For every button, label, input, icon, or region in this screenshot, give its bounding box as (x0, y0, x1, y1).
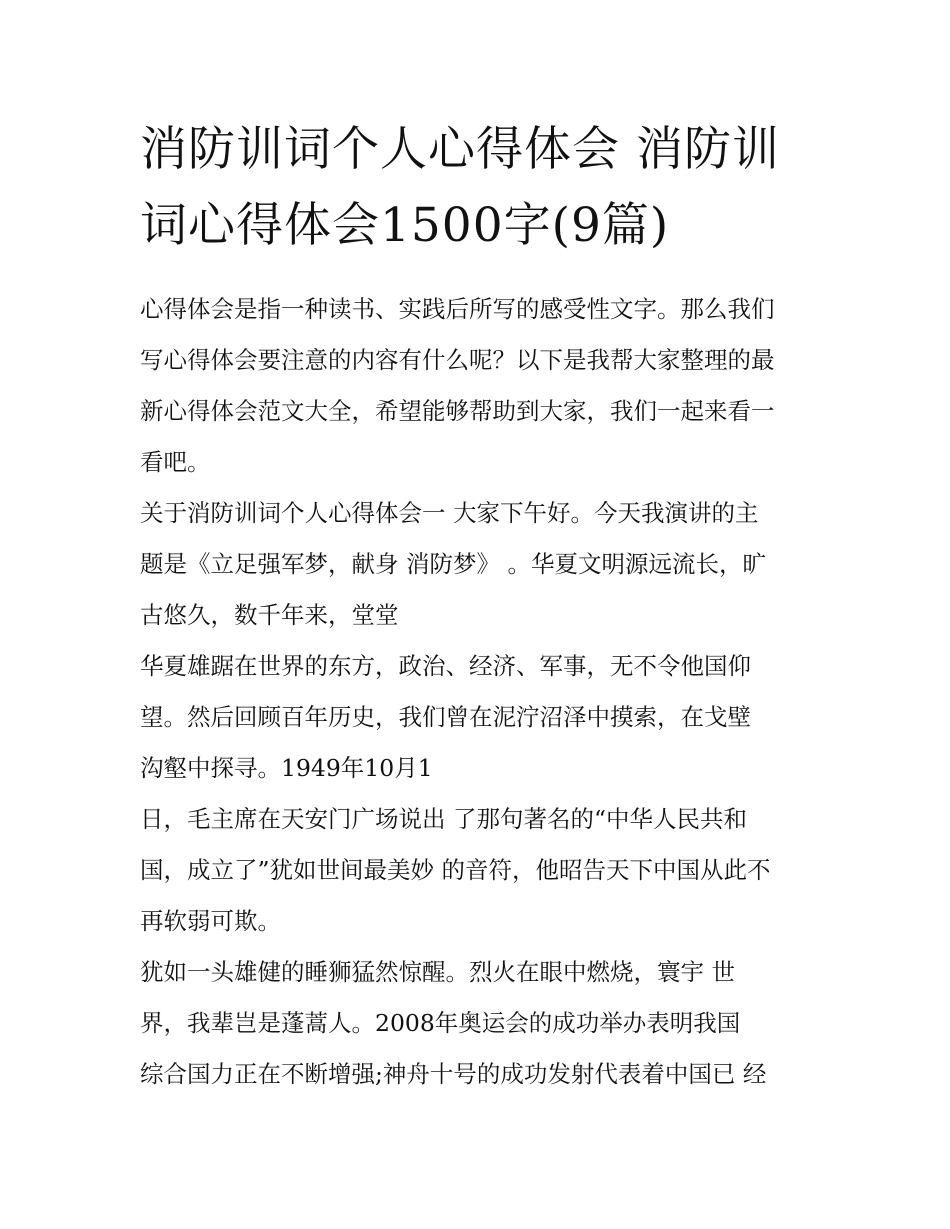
body-line: 望。然后回顾百年历史，我们曾在泥泞沼泽中摸索，在戈壁 (140, 703, 751, 731)
document-page (140, 112, 820, 1100)
body-line: 华夏雄踞在世界的东方，政治、经济、军事，无不令他国仰 (140, 652, 751, 680)
body-line: 界，我辈岂是蓬蒿人。2008年奥运会的成功举办表明我国 (140, 1009, 741, 1037)
body-line: 古悠久，数千年来，堂堂 (140, 601, 399, 629)
title-line-1: 消防训词个人心得体会 消防训 (140, 122, 780, 177)
body-line: 国，成立了”犹如世间最美妙 的音符，他昭告天下中国从此不 (140, 856, 771, 884)
document-title (140, 112, 820, 264)
body-line: 再软弱可欺。 (140, 907, 281, 935)
body-line: 写心得体会要注意的内容有什么呢？以下是我帮大家整理的最 (140, 346, 775, 374)
body-line: 综合国力正在不断增强;神舟十号的成功发射代表着中国已 经 (140, 1060, 767, 1088)
body-line: 犹如一头雄健的睡狮猛然惊醒。烈火在眼中燃烧，寰宇 世 (140, 958, 735, 986)
body-line: 新心得体会范文大全，希望能够帮助到大家，我们一起来看一 (140, 397, 775, 425)
body-line: 题是《立足强军梦，献身 消防梦》 。华夏文明源远流长，旷 (140, 550, 766, 578)
body-line: 关于消防训词个人心得体会一 大家下午好。今天我演讲的主 (140, 499, 759, 527)
body-line: 沟壑中探寻。1949年10月1 (140, 754, 433, 782)
body-line: 看吧。 (140, 448, 211, 476)
body-line: 心得体会是指一种读书、实践后所写的感受性文字。那么我们 (140, 295, 775, 323)
body-line: 日，毛主席在天安门广场说出 了那句著名的“中华人民共和 (140, 805, 747, 833)
document-body (140, 284, 820, 1100)
title-line-2: 词心得体会1500字(9篇) (140, 198, 670, 253)
